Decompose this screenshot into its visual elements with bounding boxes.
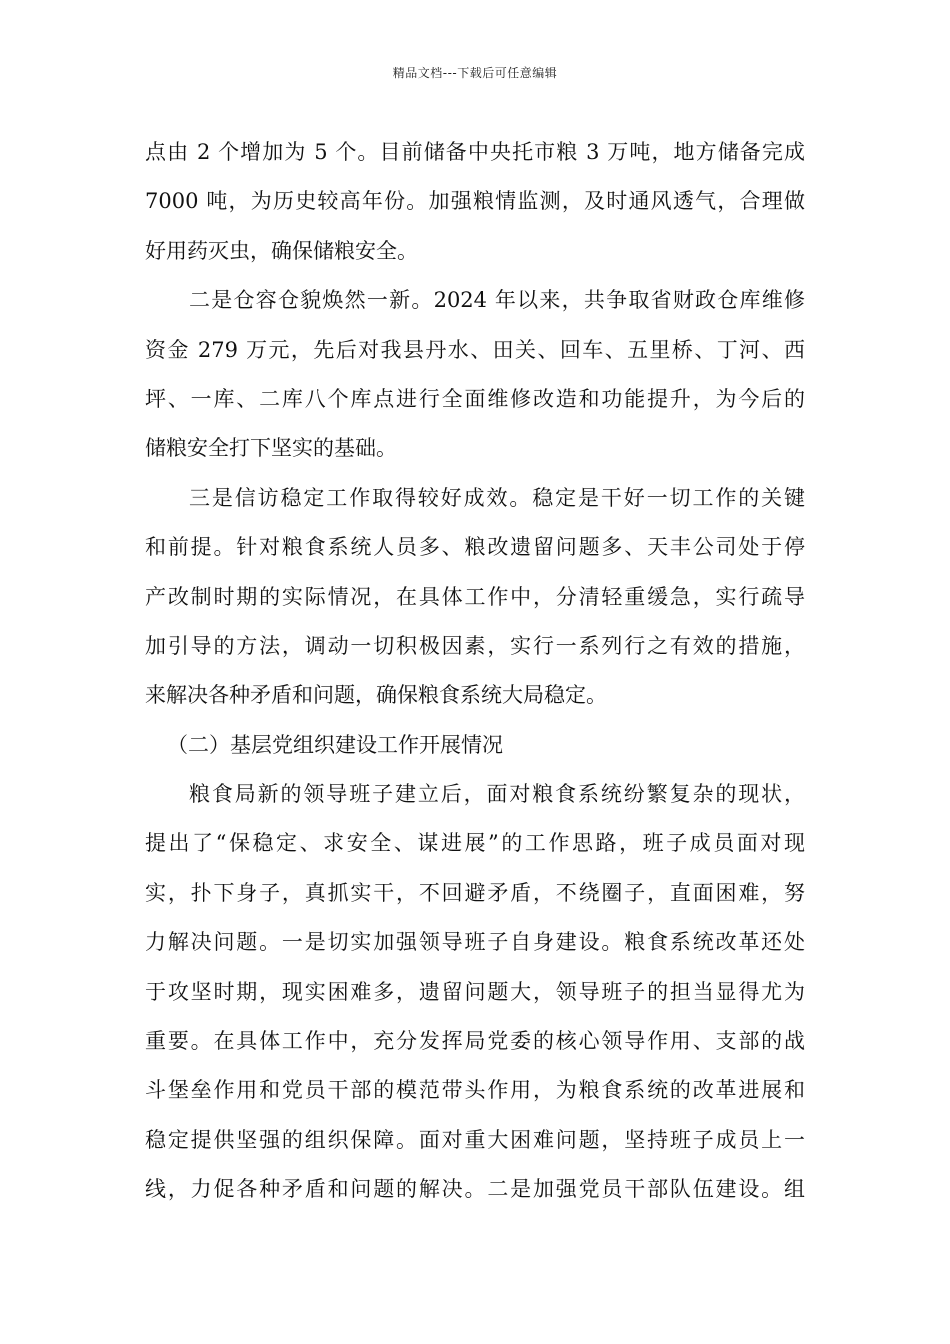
text-line: 斗堡垒作用和党员干部的模范带头作用，为粮食系统的改革进展和 — [145, 1078, 805, 1103]
text-line: 加引导的方法，调动一切积极因素，实行一系列行之有效的措施， — [145, 633, 805, 658]
text-line: 点由 2 个增加为 5 个。目前储备中央托市粮 3 万吨，地方储备完成 — [145, 140, 805, 164]
text-line: 7000 吨，为历史较高年份。加强粮情监测，及时通风透气，合理做 — [145, 189, 805, 214]
text-line: 力解决问题。一是切实加强领导班子自身建设。粮食系统改革还处 — [145, 930, 805, 955]
text-line: 二是仓容仓貌焕然一新。2024 年以来，共争取省财政仓库维修 — [189, 288, 805, 313]
document-body — [145, 128, 805, 1215]
text-line: 粮食局新的领导班子建立后，面对粮食系统纷繁复杂的现状， — [189, 782, 805, 807]
section-heading: （二）基层党组织建设工作开展情况 — [167, 732, 503, 757]
text-line: 线，力促各种矛盾和问题的解决。二是加强党员干部队伍建设。组 — [145, 1177, 805, 1202]
text-line: 资金 279 万元，先后对我县丹水、田关、回车、五里桥、丁河、西 — [145, 337, 805, 362]
text-line: 来解决各种矛盾和问题，确保粮食系统大局稳定。 — [145, 683, 607, 708]
text-line: 实，扑下身子，真抓实干，不回避矛盾，不绕圈子，直面困难，努 — [145, 880, 805, 905]
page-header: 精品文档---下载后可任意编辑 — [392, 66, 558, 80]
text-line: 坪、一库、二库八个库点进行全面维修改造和功能提升，为今后的 — [145, 386, 805, 411]
text-line: 和前提。针对粮食系统人员多、粮改遗留问题多、天丰公司处于停 — [145, 535, 805, 560]
text-line: 提出了“保稳定、求安全、谋进展”的工作思路，班子成员面对现 — [145, 831, 805, 856]
text-line: 重要。在具体工作中，充分发挥局党委的核心领导作用、支部的战 — [145, 1029, 805, 1054]
text-line: 于攻坚时期，现实困难多，遗留问题大，领导班子的担当显得尤为 — [145, 979, 805, 1004]
text-line: 三是信访稳定工作取得较好成效。稳定是干好一切工作的关键 — [189, 485, 805, 510]
text-line: 产改制时期的实际情况，在具体工作中，分清轻重缓急，实行疏导 — [145, 584, 805, 609]
text-line: 好用药灭虫，确保储粮安全。 — [145, 238, 418, 263]
text-line: 储粮安全打下坚实的基础。 — [145, 436, 397, 461]
text-line: 稳定提供坚强的组织保障。面对重大困难问题，坚持班子成员上一 — [145, 1127, 805, 1152]
